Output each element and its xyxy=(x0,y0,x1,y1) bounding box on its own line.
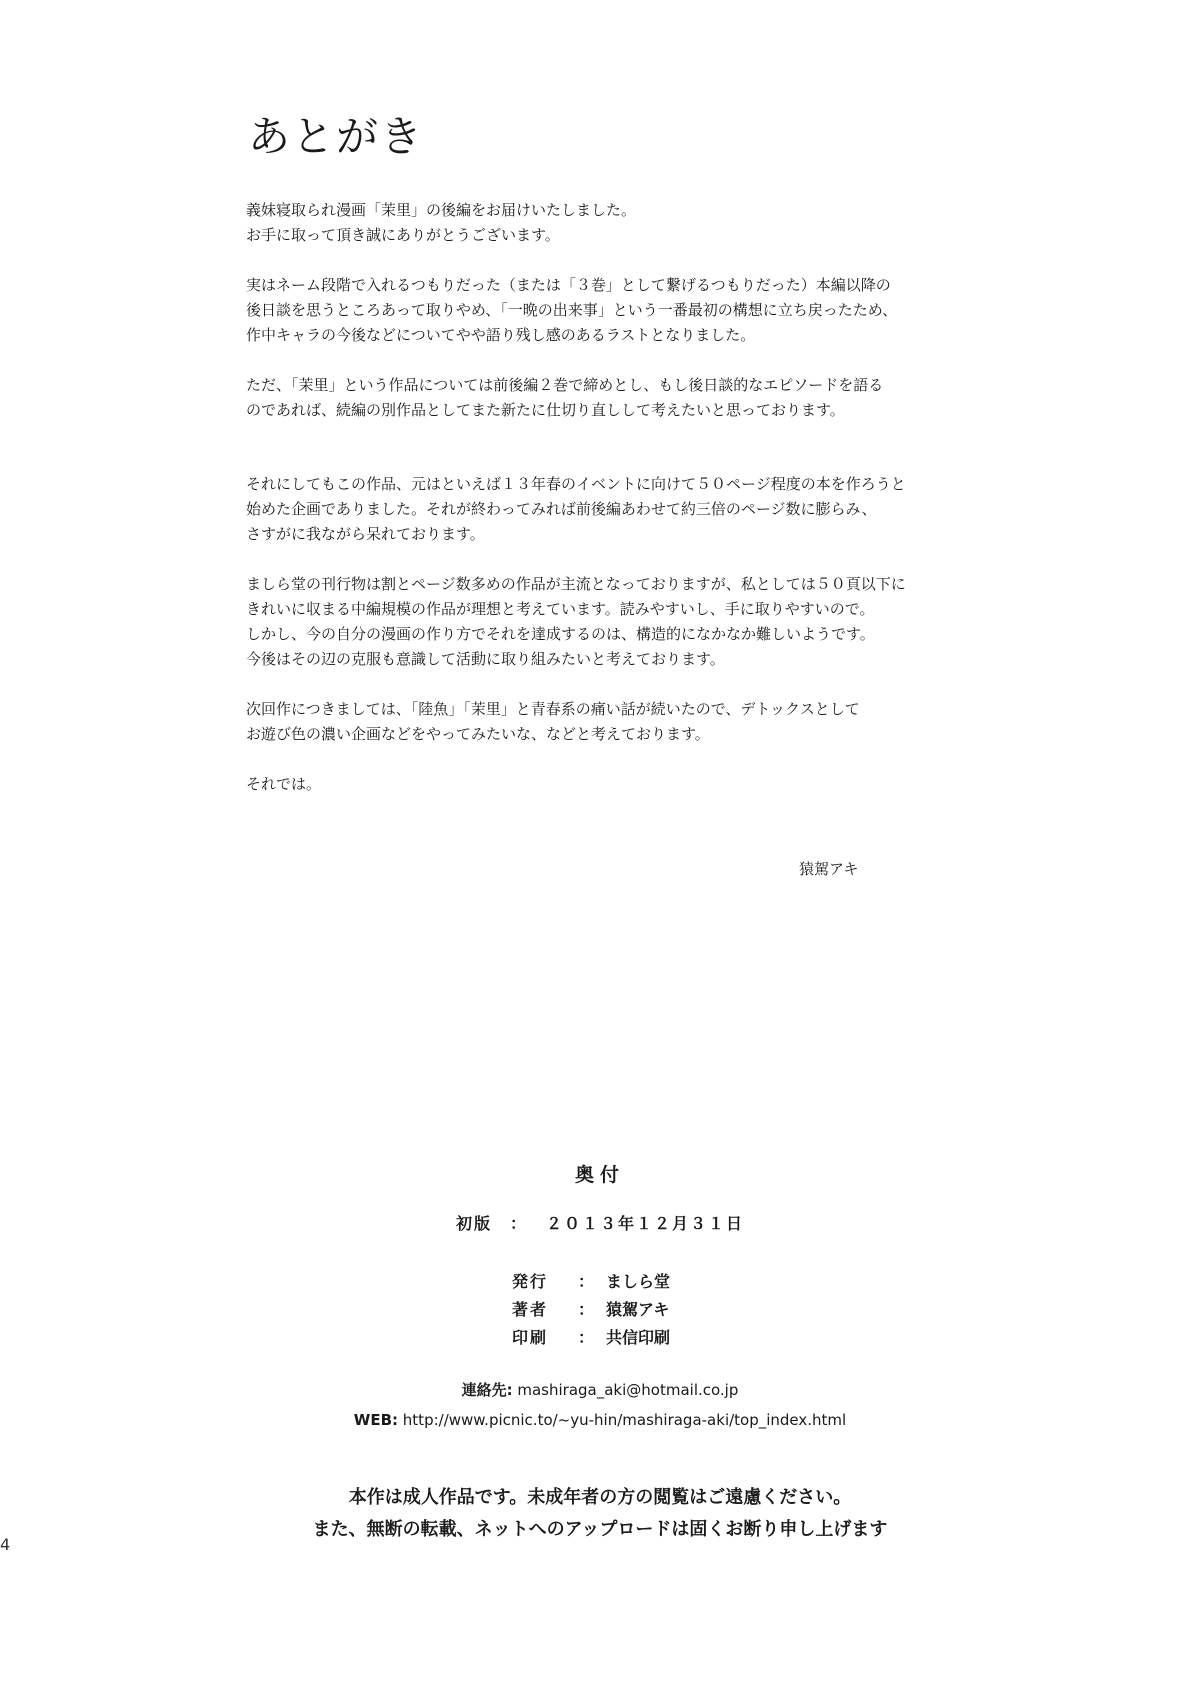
contact-block xyxy=(0,1375,1200,1435)
afterword-paragraph-6 xyxy=(246,697,986,747)
afterword-paragraph-3 xyxy=(246,373,986,423)
afterword-paragraph-2 xyxy=(246,273,986,348)
credit-separator: ： xyxy=(577,1272,594,1291)
text-line: 実はネーム段階で入れるつもりだった（または「３巻」として繋げるつもりだった）本編以降の xyxy=(246,276,891,294)
credit-label: 印刷 xyxy=(512,1328,549,1347)
notice-line: 本作は成人作品です。未成年者の方の閲覧はご遠慮ください。 xyxy=(348,1487,852,1508)
text-line: しかし、今の自分の漫画の作り方でそれを達成するのは、構造的になかなか難しいようです。 xyxy=(246,625,875,643)
first-edition-separator: ： xyxy=(509,1214,528,1233)
adult-content-notice xyxy=(0,1482,1200,1546)
credit-value: ましら堂 xyxy=(606,1272,671,1291)
notice-line: また、無断の転載、ネットへのアップロードは固くお断り申し上げます xyxy=(312,1519,888,1540)
afterword-paragraph-7 xyxy=(246,772,986,797)
contact-row xyxy=(0,1375,1200,1405)
first-edition-date: ２０１３年１２月３１日 xyxy=(546,1214,745,1233)
credit-row-author xyxy=(512,1296,670,1324)
afterword-title: あとがき xyxy=(248,112,425,161)
afterword-paragraph-5 xyxy=(246,572,986,672)
text-line: さすがに我ながら呆れております。 xyxy=(246,525,485,543)
credit-value: 共信印刷 xyxy=(606,1328,671,1347)
text-line: 作中キャラの今後などについてやや語り残し感のあるラストとなりました。 xyxy=(246,326,756,344)
afterword-paragraph-4 xyxy=(246,472,986,547)
text-line: 次回作につきましては、「陸魚」「茉里」と青春系の痛い話が続いたので、デトックスとして xyxy=(246,700,860,718)
credit-value: 猿駕アキ xyxy=(606,1300,670,1319)
text-line: 今後はその辺の克服も意識して活動に取り組みたいと考えております。 xyxy=(246,650,725,668)
web-row xyxy=(0,1405,1200,1435)
afterword-body xyxy=(246,198,986,797)
text-line: 義妹寝取られ漫画「茉里」の後編をお届けいたしました。 xyxy=(246,201,637,219)
afterword-paragraph-1 xyxy=(246,198,986,248)
credits-list xyxy=(512,1268,670,1352)
text-line: それにしてもこの作品、元はといえば１３年春のイベントに向けて５０ページ程度の本を作ろうと xyxy=(246,475,906,493)
page-number: 4 xyxy=(0,1535,11,1554)
text-line: 始めた企画でありました。それが終わってみれば前後編あわせて約三倍のページ数に膨らみ、 xyxy=(246,500,877,518)
text-line: それでは。 xyxy=(246,775,322,793)
author-signature: 猿駕アキ xyxy=(799,860,859,878)
first-edition-label: 初版 xyxy=(455,1214,492,1233)
first-edition-row xyxy=(0,1211,1200,1234)
web-label: WEB: xyxy=(353,1411,399,1429)
contact-email: mashiraga_aki@hotmail.co.jp xyxy=(517,1381,739,1399)
credit-row-printer xyxy=(512,1324,670,1352)
text-line: きれいに収まる中編規模の作品が理想と考えています。読みやすいし、手に取りやすいので。 xyxy=(246,600,875,618)
credit-label: 発行 xyxy=(512,1272,549,1291)
credit-separator: ： xyxy=(577,1300,594,1319)
text-line: ただ、「茉里」という作品については前後編２巻で締めとし、もし後日談的なエピソードを語る xyxy=(246,376,884,394)
credit-row-publisher xyxy=(512,1268,670,1296)
text-line: お手に取って頂き誠にありがとうございます。 xyxy=(246,226,560,244)
text-line: ましら堂の刊行物は割とページ数多めの作品が主流となっておりますが、私としては５０頁以下に xyxy=(246,575,906,593)
web-url: http://www.picnic.to/~yu-hin/mashiraga-aki/top_index.html xyxy=(402,1411,847,1429)
credit-separator: ： xyxy=(577,1328,594,1347)
credit-label: 著者 xyxy=(512,1300,549,1319)
contact-label: 連絡先: xyxy=(461,1381,513,1399)
text-line: のであれば、続編の別作品としてまた新たに仕切り直しして考えたいと思っております。 xyxy=(246,401,845,419)
text-line: 後日談を思うところあって取りやめ、「一晩の出来事」という一番最初の構想に立ち戻ったため、 xyxy=(246,301,898,319)
text-line: お遊び色の濃い企画などをやってみたいな、などと考えております。 xyxy=(246,725,710,743)
colophon-title: 奥付 xyxy=(574,1164,625,1186)
